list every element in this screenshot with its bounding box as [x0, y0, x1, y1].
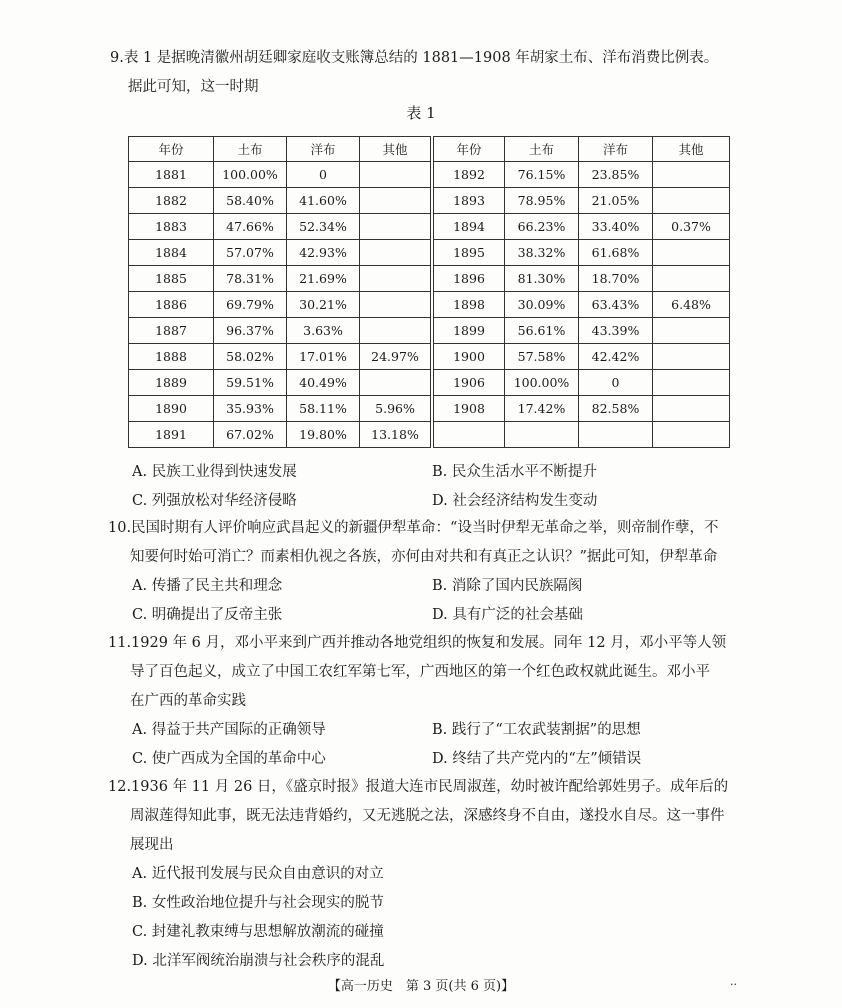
table-cell: 13.18% [360, 422, 431, 448]
table-header-row [129, 137, 730, 162]
page-footer: 【高一历史 第 3 页(共 6 页)】 [327, 979, 515, 994]
question-11-stem-line3: 在广西的革命实践 [130, 693, 246, 709]
table-cell [653, 240, 730, 266]
question-10-stem-line2: 知要何时始可消亡？而素相仇视之各族，亦何由对共和有真正之认识？”据此可知，伊犁革命 [130, 549, 718, 565]
table-cell: 78.31% [214, 266, 287, 292]
table-cell: 1891 [129, 422, 214, 448]
table-cell: 61.68% [579, 240, 653, 266]
table-cell: 82.58% [579, 396, 653, 422]
table-cell [360, 266, 431, 292]
table-row [129, 292, 730, 318]
option-d[interactable]: D. 北洋军阀统治崩溃与社会秩序的混乱 [132, 953, 385, 969]
table-header-cell: 洋布 [579, 137, 653, 162]
table-cell: 96.37% [214, 318, 287, 344]
table-cell [653, 370, 730, 396]
question-10 [108, 514, 758, 630]
option-b[interactable]: B. 民众生活水平不断提升 [432, 464, 597, 480]
table-cell [360, 214, 431, 240]
table-header-cell: 年份 [129, 137, 214, 162]
question-12-stem-line3: 展现出 [130, 837, 174, 853]
question-10-stem-line1: 10.民国时期有人评价响应武昌起义的新疆伊犁革命：“设当时伊犁无革命之举，则帝制作孽，不 [108, 520, 719, 536]
table-cell: 1893 [434, 188, 505, 214]
table-cell: 63.43% [579, 292, 653, 318]
table-cell: 1896 [434, 266, 505, 292]
table-cell: 5.96% [360, 396, 431, 422]
table-cell: 3.63% [287, 318, 360, 344]
table-cell: 59.51% [214, 370, 287, 396]
table-cell [653, 344, 730, 370]
table-cell [653, 266, 730, 292]
question-12-stem-line2: 周淑莲得知此事，既无法违背婚约，又无逃脱之法，深感终身不自由，遂投水自尽。这一事件 [130, 808, 725, 824]
table-cell: 23.85% [579, 162, 653, 188]
option-c[interactable]: C. 使广西成为全国的革命中心 [132, 751, 326, 767]
question-11-stem-line1: 11.1929 年 6 月，邓小平来到广西并推动各地党组织的恢复和发展。同年 12 月，邓小平等人领 [108, 635, 727, 651]
option-c[interactable]: C. 列强放松对华经济侵略 [132, 493, 297, 509]
table-cell [579, 422, 653, 448]
table-cell: 35.93% [214, 396, 287, 422]
table-cell: 1899 [434, 318, 505, 344]
option-d[interactable]: D. 终结了共产党内的“左”倾错误 [432, 751, 642, 767]
table-row [129, 318, 730, 344]
table-cell: 57.58% [505, 344, 579, 370]
table-cell [653, 162, 730, 188]
table-cell: 42.93% [287, 240, 360, 266]
table-cell: 30.09% [505, 292, 579, 318]
table-cell [653, 396, 730, 422]
table-cell: 21.69% [287, 266, 360, 292]
table-cell: 43.39% [579, 318, 653, 344]
table-cell: 30.21% [287, 292, 360, 318]
table-cell: 1892 [434, 162, 505, 188]
table-cell: 1883 [129, 214, 214, 240]
table-cell: 52.34% [287, 214, 360, 240]
table-cell [505, 422, 579, 448]
option-d[interactable]: D. 社会经济结构发生变动 [432, 493, 598, 509]
table-header-cell: 其他 [360, 137, 431, 162]
table-cell: 1884 [129, 240, 214, 266]
table-row [129, 188, 730, 214]
table-cell: 1886 [129, 292, 214, 318]
option-d[interactable]: D. 具有广泛的社会基础 [432, 607, 583, 623]
table-cell: 0 [579, 370, 653, 396]
table-row [129, 396, 730, 422]
option-a[interactable]: A. 民族工业得到快速发展 [132, 464, 297, 480]
option-a[interactable]: A. 传播了民主共和理念 [132, 578, 283, 594]
option-c[interactable]: C. 封建礼教束缚与思想解放潮流的碰撞 [132, 924, 384, 940]
cloth-consumption-table [128, 136, 730, 448]
table-cell: 58.02% [214, 344, 287, 370]
table-caption: 表 1 [406, 104, 436, 122]
question-9-stem-line1: 9.表 1 是据晚清徽州胡廷卿家庭收支账簿总结的 1881—1908 年胡家土布、洋布消费比例表。 [110, 50, 719, 66]
table-row [129, 266, 730, 292]
table-cell: 67.02% [214, 422, 287, 448]
table-cell: 1881 [129, 162, 214, 188]
table-cell: 58.11% [287, 396, 360, 422]
table-cell: 100.00% [505, 370, 579, 396]
table-cell: 100.00% [214, 162, 287, 188]
table-row [129, 214, 730, 240]
table-cell: 38.32% [505, 240, 579, 266]
table-cell: 1889 [129, 370, 214, 396]
table-cell: 33.40% [579, 214, 653, 240]
table-cell: 0.37% [653, 214, 730, 240]
corner-mark: .. [730, 975, 737, 988]
table-cell: 81.30% [505, 266, 579, 292]
table-cell: 76.15% [505, 162, 579, 188]
option-b[interactable]: B. 消除了国内民族隔阂 [432, 578, 583, 594]
table-cell: 0 [287, 162, 360, 188]
table-cell [360, 188, 431, 214]
table-header-cell: 土布 [214, 137, 287, 162]
table-header-cell: 土布 [505, 137, 579, 162]
option-a[interactable]: A. 得益于共产国际的正确领导 [132, 722, 326, 738]
table-cell [360, 292, 431, 318]
table-cell: 42.42% [579, 344, 653, 370]
table-cell: 24.97% [360, 344, 431, 370]
table-cell [434, 422, 505, 448]
table-cell: 21.05% [579, 188, 653, 214]
table-cell: 1895 [434, 240, 505, 266]
table-cell: 1906 [434, 370, 505, 396]
table-cell: 41.60% [287, 188, 360, 214]
option-b[interactable]: B. 践行了“工农武装割据”的思想 [432, 722, 641, 738]
table-cell: 1882 [129, 188, 214, 214]
table-cell: 47.66% [214, 214, 287, 240]
question-9 [112, 44, 752, 102]
table-cell: 57.07% [214, 240, 287, 266]
table-header-cell: 洋布 [287, 137, 360, 162]
table-cell: 66.23% [505, 214, 579, 240]
table-cell [360, 318, 431, 344]
table-cell: 1908 [434, 396, 505, 422]
table-cell: 40.49% [287, 370, 360, 396]
question-11 [108, 629, 758, 774]
table-cell: 56.61% [505, 318, 579, 344]
question-12-stem-line1: 12.1936 年 11 月 26 日，《盛京时报》报道大连市民周淑莲，幼时被许配给郭姓男子。成年后的 [108, 779, 729, 795]
table-cell: 18.70% [579, 266, 653, 292]
table-row [129, 370, 730, 396]
table-cell [653, 188, 730, 214]
table-row [129, 162, 730, 188]
table-cell: 1898 [434, 292, 505, 318]
table-cell: 1885 [129, 266, 214, 292]
table-cell: 1888 [129, 344, 214, 370]
question-11-stem-line2: 导了百色起义，成立了中国工农红军第七军，广西地区的第一个红色政权就此诞生。邓小平 [130, 664, 710, 680]
option-a[interactable]: A. 近代报刊发展与民众自由意识的对立 [132, 866, 384, 882]
table-cell: 17.01% [287, 344, 360, 370]
table-cell: 58.40% [214, 188, 287, 214]
question-9-options [112, 458, 752, 516]
table-cell: 6.48% [653, 292, 730, 318]
question-9-stem-line2: 据此可知，这一时期 [128, 79, 259, 95]
table-row [129, 240, 730, 266]
table-cell: 19.80% [287, 422, 360, 448]
table-header-cell: 年份 [434, 137, 505, 162]
option-c[interactable]: C. 明确提出了反帝主张 [132, 607, 283, 623]
table-cell: 69.79% [214, 292, 287, 318]
table-cell [653, 318, 730, 344]
table-cell [360, 370, 431, 396]
table-header-cell: 其他 [653, 137, 730, 162]
table-cell: 1890 [129, 396, 214, 422]
table-cell [360, 162, 431, 188]
table-body [129, 162, 730, 448]
table-cell: 17.42% [505, 396, 579, 422]
table-cell [360, 240, 431, 266]
question-12 [108, 773, 758, 976]
table-cell: 1887 [129, 318, 214, 344]
table-cell: 1894 [434, 214, 505, 240]
table-row [129, 344, 730, 370]
table-row [129, 422, 730, 448]
table-cell [653, 422, 730, 448]
table-cell: 78.95% [505, 188, 579, 214]
option-b[interactable]: B. 女性政治地位提升与社会现实的脱节 [132, 895, 384, 911]
table-cell: 1900 [434, 344, 505, 370]
